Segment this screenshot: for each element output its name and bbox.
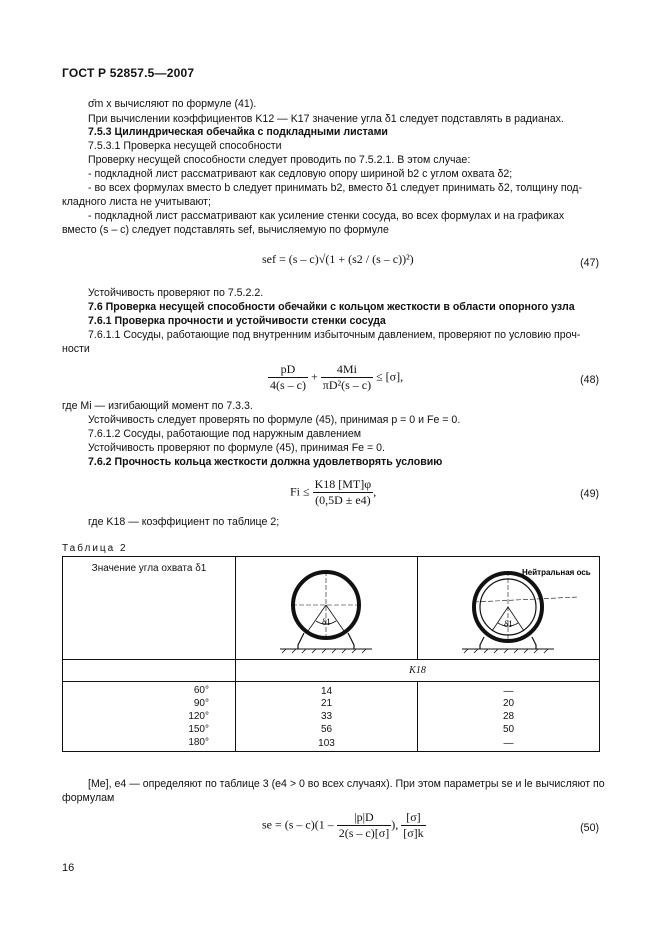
k2-cell: 28: [418, 710, 600, 723]
text-line: ности: [62, 343, 90, 355]
angle-cell: 180°: [63, 736, 236, 752]
equation-48: [268, 362, 403, 393]
text-line: где Mi — изгибающий момент по 7.3.3.: [62, 400, 253, 412]
equation-number-47: (47): [580, 257, 599, 269]
text-line: кладного листа не учитывают;: [62, 196, 211, 208]
ring-stiffener-diagram: [418, 557, 599, 656]
diagram-ring: [418, 557, 600, 660]
text-line: Устойчивость проверяют по формуле (45), принимая Fe = 0.: [88, 442, 385, 454]
text-line: где K18 — коэффициент по таблице 2;: [88, 516, 280, 528]
eq48-frac-b-num: 4Mi: [321, 362, 373, 378]
table-row: [63, 736, 600, 752]
eq50-frac-num: |p|D: [337, 810, 391, 826]
eq48-frac-a-den: 4(s – c): [270, 378, 306, 392]
text-line: Устойчивость проверяют по 7.5.2.2.: [88, 287, 264, 299]
table-row: [63, 710, 600, 723]
k1-cell: 14: [236, 682, 418, 698]
k2-cell: —: [418, 736, 600, 752]
eq50-frac-den: 2(s – c)[σ]: [338, 826, 390, 840]
equation-50: [262, 810, 426, 841]
eq48-rhs: ≤ [σ],: [376, 369, 404, 384]
section-heading: 7.6.2 Прочность кольца жесткости должна удовлетворять условию: [88, 456, 443, 468]
diagram-saddle: [236, 557, 418, 660]
text-line: При вычислении коэффициентов K12 — K17 значение угла δ1 следует подставлять в радианах.: [88, 113, 564, 125]
angle-cell: 90°: [63, 697, 236, 710]
text-line: σ̄m x вычисляют по формуле (41).: [88, 98, 257, 110]
text-line: - подкладной лист рассматривают как усиление стенки сосуда, во всех формулах и на графиках: [88, 210, 565, 222]
eq50-lhs: se = (s – c)(1 –: [262, 817, 334, 832]
angle-cell: 150°: [63, 723, 236, 736]
k1-cell: 33: [236, 710, 418, 723]
text-line: вместо (s – c) следует подставлять sef, вычисляемую по формуле: [62, 224, 389, 236]
equation-number-48: (48): [580, 374, 599, 386]
equation-47: sef = (s – c)√(1 + (s2 / (s – c))²): [262, 252, 414, 266]
section-heading: 7.6.1 Проверка прочности и устойчивости стенки сосуда: [88, 315, 386, 327]
k1-cell: 56: [236, 723, 418, 736]
saddle-support-diagram: [236, 557, 417, 656]
eq50-tail: ),: [391, 817, 399, 832]
section-heading: 7.6 Проверка несущей способности обечайки с кольцом жесткости в области опорного узла: [88, 301, 575, 313]
eq49-frac-num: K18 [MT]φ: [314, 477, 372, 491]
k1-cell: 103: [236, 736, 418, 752]
equation-number-49: (49): [580, 488, 599, 500]
table-caption: Таблица 2: [62, 543, 128, 554]
k2-cell: 20: [418, 697, 600, 710]
k2-cell: —: [418, 682, 600, 698]
section-heading: 7.5.3 Цилиндрическая обечайка с подкладными листами: [88, 126, 388, 138]
text-line: 7.6.1.2 Сосуды, работающие под наружным давлением: [88, 428, 362, 440]
k2-cell: 50: [418, 723, 600, 736]
angle-cell: 60°: [63, 682, 236, 698]
angle-cell: 120°: [63, 710, 236, 723]
eq50-frac2-den: [σ]k: [403, 826, 424, 840]
eq48-frac-b-den: πD²(s – c): [322, 378, 372, 392]
eq48-frac-a-num: pD: [268, 362, 308, 378]
eq48-plus: +: [311, 369, 318, 384]
text-line: формулам: [62, 792, 115, 804]
page-number: 16: [62, 862, 75, 874]
text-line: - подкладной лист рассматривают как седловую опору шириной b2 с углом охвата δ2;: [88, 168, 513, 180]
table-2: [62, 556, 600, 752]
eq49-tail: ,: [373, 484, 377, 499]
eq49-lhs: Fi ≤: [290, 484, 310, 499]
text-line: - во всех формулах вместо b следует принимать b2, вместо δ1 следует принимать δ2, толщину под-: [88, 182, 583, 194]
k18-header: K18: [236, 660, 600, 682]
delta-label: δ1: [322, 617, 331, 627]
page-header: ГОСТ Р 52857.5—2007: [62, 66, 195, 80]
delta-label: δ1: [504, 619, 513, 629]
text-line: 7.5.3.1 Проверка несущей способности: [88, 140, 282, 152]
table-col1-header: Значение угла охвата δ1: [63, 557, 236, 660]
text-line: [Me], e4 — определяют по таблице 3 (e4 > 0 во всех случаях). При этом параметры se и le вычисляют по: [88, 778, 605, 790]
text-line: 7.6.1.1 Сосуды, работающие под внутренним избыточным давлением, проверяют по условию проч-: [88, 329, 581, 341]
k1-cell: 21: [236, 697, 418, 710]
table-row: [63, 682, 600, 698]
neutral-axis-label: Нейтральная ось: [522, 568, 591, 577]
eq50-frac2-num: [σ]: [401, 810, 425, 826]
eq49-frac-den: (0,5D ± e4): [315, 493, 371, 507]
text-line: Устойчивость следует проверять по формуле (45), принимая p = 0 и Fe = 0.: [88, 414, 461, 426]
equation-number-50: (50): [580, 822, 599, 834]
equation-49: [290, 477, 376, 508]
table-row: [63, 723, 600, 736]
text-line: Проверку несущей способности следует проводить по 7.5.2.1. В этом случае:: [88, 154, 471, 166]
table-row: [63, 697, 600, 710]
